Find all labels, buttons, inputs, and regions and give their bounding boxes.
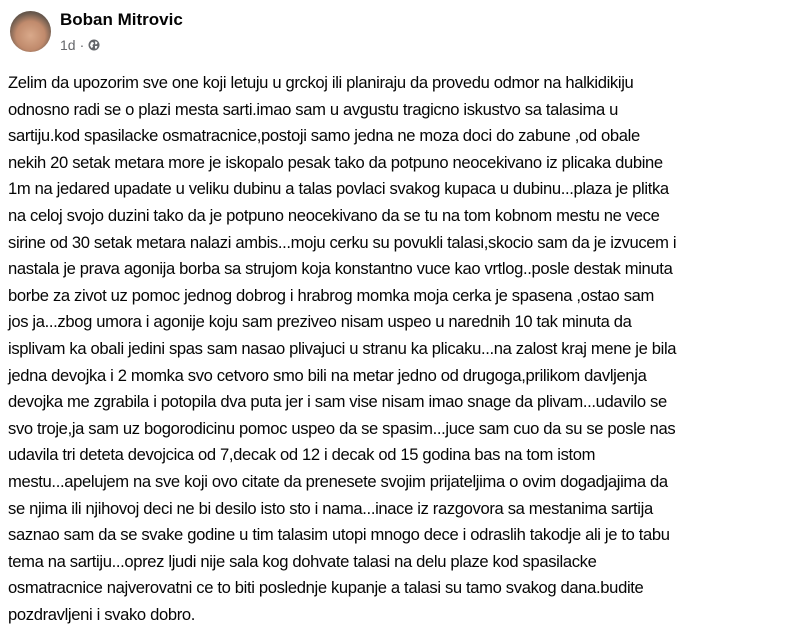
post-text-line: nekih 20 setak metara more je iskopalo pesak tako da potpuno neocekivano iz plicaka dubine [8, 152, 663, 172]
post-text-line: na celoj svojo duzini tako da je potpuno neocekivano da se tu na tom kobnom mestu ne vece [8, 205, 660, 225]
post-text-line: isplivam ka obali jedini spas sam nasao plivajuci u stranu ka plicaku...na zalost kraj mene je bila [8, 338, 677, 358]
post-text-line: osmatracnice najverovatni ce to biti poslednje kupanje a talasi su tamo svakog dana.budite [8, 578, 644, 598]
timestamp[interactable]: 1d [60, 37, 76, 53]
author-name[interactable]: Boban Mitrovic [60, 10, 183, 29]
post-text-line: saznao sam da se svake godine u tim talasim utopi mnogo dece i odraslih takodje ali je to tabu [8, 525, 670, 545]
post-text-line: mestu...apelujem na sve koji ovo citate da prenesete svojim prijateljima o ovim dogadjajima da [8, 471, 668, 491]
post-text-line: jedna devojka i 2 momka svo cetvoro smo bili na metar jedno od drugoga,prilikom davljenja [8, 365, 647, 385]
post-text-line: tema na sartiju...oprez ljudi nije sala kog dohvate talasi na delu plaze kod spasilacke [8, 551, 597, 571]
post-text-line: pozdravljeni i svako dobro. [8, 604, 196, 624]
post-text-line: borbe za zivot uz pomoc jednog dobrog i hrabrog momka moja cerka je spasena ,ostao sam [8, 285, 654, 305]
post-text-line: odnosno radi se o plazi mesta sarti.imao sam u avgustu tragicno iskustvo sa talasima u [8, 99, 618, 119]
separator: · [79, 37, 85, 53]
post-text-line: jos ja...zbog umora i agonije koju sam preziveo nisam uspeo u narednih 10 tak minuta da [8, 312, 632, 332]
post-text-line: sirine od 30 setak metara nalazi ambis...moju cerku su povukli talasi,skocio sam da je izvucem i [8, 232, 677, 252]
post-text [8, 70, 676, 628]
post-text-line: devojka me zgrabila i potopila dva puta jer i sam vise nisam imao snage da plivam...udavilo se [8, 392, 667, 412]
post-text-line: nastala je prava agonija borba sa strujom koja konstantno vuce kao vrtlog..posle destak minuta [8, 259, 673, 279]
post-text-line: Zelim da upozorim sve one koji letuju u grckoj ili planiraju da provedu odmor na halkidikiju [8, 73, 634, 92]
post-text-line: 1m na jedared upadate u veliku dubinu a talas povlaci svakog kupaca u dubinu...plaza je plitka [8, 179, 669, 199]
post-text-line: svo troje,ja sam uz bogorodicinu pomoc uspeo da se spasim...juce sam cuo da su se posle nas [8, 418, 676, 438]
post-meta [60, 37, 100, 53]
avatar[interactable] [10, 11, 51, 52]
post-text-line: sartiju.kod spasilacke osmatracnice,postoji samo jedna ne moza doci do zabune ,od obale [8, 126, 640, 146]
post-text-line: se njima ili njihovoj deci ne bi desilo isto sto i nama...inace iz razgovora sa mestanima sartija [8, 498, 653, 518]
post-text-line: udavila tri deteta devojcica od 7,decak od 12 i decak od 15 godina bas na tom istom [8, 445, 596, 465]
globe-icon[interactable] [88, 39, 100, 51]
